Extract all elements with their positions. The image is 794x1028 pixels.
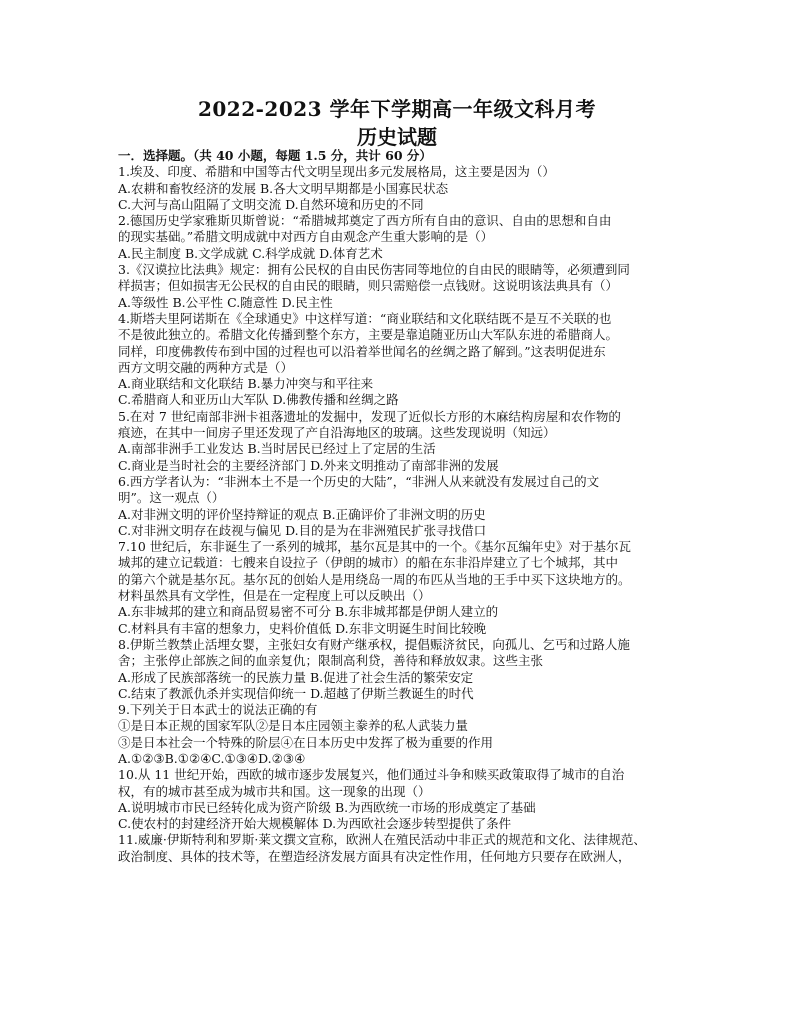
text-line: 8.伊斯兰教禁止活埋女婴，主张妇女有财产继承权，提倡赈济贫民，向孤儿、乞丐和过路人施 xyxy=(118,636,630,652)
text-line: 痕迹，在其中一间房子里还发现了产自沿海地区的玻璃。这些发现说明（知远） xyxy=(118,425,556,441)
text-line: C.材料具有丰富的想象力，史料价值低 D.东非文明诞生时间比较晚 xyxy=(118,620,487,636)
text-line: C.结束了教派仇杀并实现信仰统一 D.超越了伊斯兰教诞生的时代 xyxy=(118,685,474,701)
text-line: ③是日本社会一个特殊的阶层④在日本历史中发挥了极为重要的作用 xyxy=(118,734,494,750)
text-line: 3.《汉谟拉比法典》规定：拥有公民权的自由民伤害同等地位的自由民的眼睛等，必须遭到同 xyxy=(118,262,630,278)
text-line: 7.10 世纪后，东非诞生了一系列的城邦，基尔瓦是其中的一个。《基尔瓦编年史》对于基尔瓦 xyxy=(118,539,632,555)
text-line: C.大河与高山阻隔了文明交流 D.自然环境和历史的不同 xyxy=(118,196,424,212)
text-line: A.东非城邦的建立和商品贸易密不可分 B.东非城邦都是伊朗人建立的 xyxy=(118,604,499,620)
text-line: A.农耕和畜牧经济的发展 B.各大文明早期都是小国寡民状态 xyxy=(118,180,449,196)
text-line: A.民主制度 B.文学成就 C.科学成就 D.体育艺术 xyxy=(118,245,383,261)
text-line: A.商业联结和文化联结 B.暴力冲突与和平往来 xyxy=(118,376,374,392)
text-line: 2.德国历史学家雅斯贝斯曾说：“希腊城邦奠定了西方所有自由的意识、自由的思想和自由 xyxy=(118,213,612,229)
text-line: C.使农村的封建经济开始大规模解体 D.为西欧社会逐步转型提供了条件 xyxy=(118,816,512,832)
page-title: 2022-2023 学年下学期高一年级文科月考 xyxy=(197,97,597,121)
page-subtitle: 历史试题 xyxy=(357,125,437,149)
text-line: A.①②③B.①②④C.①③④D.②③④ xyxy=(118,750,306,766)
text-line: 同样，印度佛教传布到中国的过程也可以沿着举世闻名的丝绸之路了解到。”这表明促进东 xyxy=(118,343,606,359)
text-line: 样损害；但如损害无公民权的自由民的眼睛，则只需赔偿一点钱财。这说明该法典具有（） xyxy=(118,278,619,294)
text-line: 政治制度、具体的技术等，在塑造经济发展方面具有决定性作用，任何地方只要存在欧洲人， xyxy=(118,848,631,864)
text-line: A.等级性 B.公平性 C.随意性 D.民主性 xyxy=(118,294,333,310)
text-line: 舍；主张停止部族之间的血亲复仇；限制高利贷，善待和释放奴隶。这些主张 xyxy=(118,653,544,669)
text-line: 4.斯塔夫里阿诺斯在《全球通史》中这样写道：“商业联结和文化联结既不是互不关联的也 xyxy=(118,310,612,326)
text-line: 权，有的城市甚至成为城市共和国。这一现象的出现（） xyxy=(118,783,431,799)
text-line: 9.下列关于日本武士的说法正确的有 xyxy=(118,702,318,718)
header xyxy=(0,96,794,150)
text-line: A.对非洲文明的评价坚持辩证的观点 B.正确评价了非洲文明的历史 xyxy=(118,506,486,522)
text-line: C.商业是当时社会的主要经济部门 D.外来文明推动了南部非洲的发展 xyxy=(118,457,499,473)
text-line: A.说明城市市民已经转化成为资产阶级 B.为西欧统一市场的形成奠定了基础 xyxy=(118,799,536,815)
text-line: 西方文明交融的两种方式是（） xyxy=(118,359,294,375)
text-line: C.希腊商人和亚历山大军队 D.佛教传播和丝绸之路 xyxy=(118,392,399,408)
text-line: C.对非洲文明存在歧视与偏见 D.目的是为在非洲殖民扩张寻找借口 xyxy=(118,522,487,538)
text-line: 5.在对 7 世纪南部非洲卡祖落遗址的发掘中，发现了近似长方形的木麻结构房屋和农作物的 xyxy=(118,408,621,424)
text-line: 不是彼此独立的。希腊文化传播到整个东方，主要是靠追随亚历山大军队东进的希腊商人。 xyxy=(118,327,619,343)
text-line: 城邦的建立记载道：七艘来自设拉子（伊朗的城市）的船在东非沿岸建立了七个城邦，其中 xyxy=(118,555,619,571)
text-line: 11.威廉·伊斯特利和罗斯·莱文撰文宣称，欧洲人在殖民活动中非正式的规范和文化、法律规范、 xyxy=(118,832,646,848)
text-line: 10.从 11 世纪开始，西欧的城市逐步发展复兴，他们通过斗争和赎买政策取得了城市的自治 xyxy=(118,767,625,783)
text-line: ①是日本正规的国家军队②是日本庄园领主豢养的私人武装力量 xyxy=(118,718,469,734)
text-line: 的现实基础。”希腊文明成就中对西方自由观念产生重大影响的是（） xyxy=(118,229,494,245)
section-heading: 一．选择题。（共 40 小题，每题 1.5 分，共计 60 分） xyxy=(118,148,432,163)
text-line: 6.西方学者认为：“非洲本土不是一个历史的大陆”，“非洲人从来就没有发展过自己的文 xyxy=(118,473,600,489)
question-body xyxy=(118,148,686,865)
text-line: 1.埃及、印度、希腊和中国等古代文明呈现出多元发展格局，这主要是因为（） xyxy=(118,164,555,180)
text-line: 材料虽然具有文学性，但是在一定程度上可以反映出（） xyxy=(118,588,431,604)
text-line: A.形成了民族部落统一的民族力量 B.促进了社会生活的繁荣安定 xyxy=(118,669,474,685)
text-line: 明”。这一观点（） xyxy=(118,490,225,506)
text-line: 的第六个就是基尔瓦。基尔瓦的创始人是用绕岛一周的布匹从当地的王手中买下这块地方的。 xyxy=(118,571,631,587)
text-line: A.南部非洲手工业发达 B.当时居民已经过上了定居的生活 xyxy=(118,441,436,457)
